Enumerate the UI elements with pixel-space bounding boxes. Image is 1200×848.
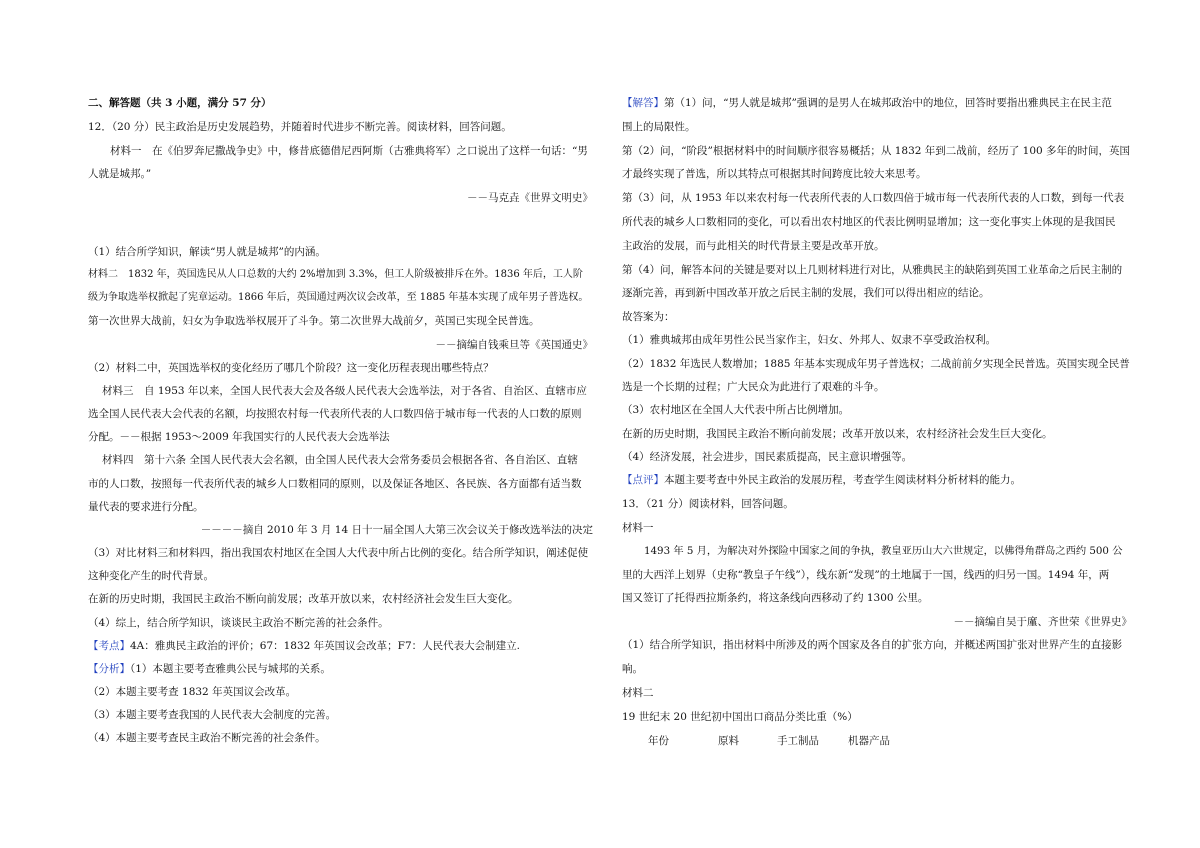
- answer-3-b: 在新的历史时期，我国民主政治不断向前发展；改革开放以来，农村经济社会发生巨大变化。: [622, 428, 1053, 440]
- fenxi-line-4: （4）本题主要考查民主政治不断完善的社会条件。: [88, 732, 326, 744]
- answer-intro: 故答案为：: [622, 311, 675, 323]
- q13-part-1-line-1: （1）结合所学知识，指出材料中所涉及的两个国家及各自的扩张方向，并概述两国扩张对世界产生的直接影: [622, 639, 1123, 651]
- jieda-tag: 【解答】: [622, 97, 664, 109]
- q13-material-1-label: 材料一: [622, 522, 654, 534]
- jieda-row: [622, 96, 1112, 110]
- material-1-line-1: 材料一 在《伯罗奔尼撒战争史》中，修昔底德借尼西阿斯（古雅典将军）之口说出了这样一句话：“男: [110, 145, 588, 157]
- q13-material-1-source: －－摘编自吴于廑、齐世荣《世界史》: [953, 616, 1132, 628]
- q13-material-2-label: 材料二: [622, 687, 654, 699]
- analysis-part-4-line-1: 第（4）问，解答本问的关键是要对以上几则材料进行对比，从雅典民主的缺陷到英国工业革命之后民主制的: [622, 264, 1123, 276]
- analysis-part-3-line-2: 所代表的城乡人口数相同的变化，可以看出农村地区的代表比例明显增加；这一变化事实上体现的是我国民: [622, 216, 1116, 228]
- material-3-line-2: 选全国人民代表大会代表的名额，均按照农村每一代表所代表的人口数四倍于城市每一代表的人口数的原则: [88, 408, 582, 420]
- question-12-part-3-answer: 在新的历史时期，我国民主政治不断向前发展；改革开放以来，农村经济社会发生巨大变化。: [88, 593, 519, 605]
- fenxi-tag: 【分析】: [88, 663, 130, 675]
- question-12-part-1: （1）结合所学知识，解读“男人就是城邦”的内涵。: [88, 246, 326, 258]
- kaodian-text: 4A：雅典民主政治的评价；67：1832 年英国议会改革；F7：人民代表大会制建立.: [130, 640, 520, 652]
- material-2-line-1: 材料二 1832 年，英国选民从人口总数的大约 2%增加到 3.3%，但工人阶级被排斥在外。1836 年后，工人阶: [88, 269, 583, 280]
- material-4-source: －－－－摘自 2010 年 3 月 14 日十一届全国人大第三次会议关于修改选举法的决定: [200, 524, 593, 536]
- material-2-line-3: 第一次世界大战前，妇女为争取选举权展开了斗争。第二次世界大战前夕，英国已实现全民普选。: [88, 315, 540, 327]
- material-4-line-3: 量代表的要求进行分配。: [88, 501, 204, 513]
- analysis-part-2-line-2: 才最终实现了普选，所以其特点可根据其时间跨度比较大来思考。: [622, 168, 927, 180]
- table-header-handmade: 手工制品: [777, 735, 819, 747]
- kaodian-row: [88, 639, 520, 653]
- analysis-part-2-line-1: 第（2）问，“阶段”根据材料中的时间顺序很容易概括；从 1832 年到二战前，经历了 100 多年的时间，英国: [622, 145, 1131, 157]
- answer-1: （1）雅典城邦由成年男性公民当家作主，妇女、外邦人、奴隶不享受政治权利。: [622, 334, 997, 346]
- material-4-line-2: 市的人口数，按照每一代表所代表的城乡人口数相同的原则，以及保证各地区、各民族、各方面都有适当数: [88, 478, 582, 490]
- answer-2-line-2: 选是一个长期的过程；广大民众为此进行了艰难的斗争。: [622, 381, 885, 393]
- table-caption: 19 世纪末 20 世纪初中国出口商品分类比重（%）: [622, 711, 858, 723]
- material-3-line-1: 材料三 自 1953 年以来，全国人民代表大会及各级人民代表大会选举法，对于各省、自治区、直辖市应: [102, 385, 587, 397]
- q13-part-1-line-2: 响。: [622, 663, 643, 675]
- question-12-part-3-line-1: （3）对比材料三和材料四，指出我国农村地区在全国人大代表中所占比例的变化。结合所学知识，阐述促使: [88, 547, 589, 559]
- kaodian-tag: 【考点】: [88, 640, 130, 652]
- material-2-source: －－摘编自钱乘旦等《英国通史》: [435, 339, 593, 351]
- table-header-machine: 机器产品: [848, 735, 890, 747]
- answer-4: （4）经济发展，社会进步，国民素质提高，民主意识增强等。: [622, 451, 913, 463]
- fenxi-row: [88, 662, 331, 676]
- material-1-source: －－马克垚《世界文明史》: [467, 192, 593, 204]
- q13-material-1-line-1: 1493 年 5 月，为解决对外探险中国家之间的争执，教皇亚历山大六世规定，以佛得角群岛之西约 500 公: [644, 545, 1123, 557]
- question-13-header: 13．（21 分）阅读材料，回答问题。: [622, 498, 794, 510]
- material-3-line-3: 分配。－－根据 1953～2009 年我国实行的人民代表大会选举法: [88, 431, 390, 443]
- section-heading: 二、解答题（共 3 小题，满分 57 分）: [88, 97, 272, 109]
- dianping-tag: 【点评】: [622, 474, 664, 486]
- material-1-line-2: 人就是城邦。”: [88, 168, 152, 180]
- analysis-part-3-line-1: 第（3）问，从 1953 年以来农村每一代表所代表的人口数四倍于城市每一代表所代表的人口数，到每一代表: [622, 192, 1125, 204]
- analysis-part-4-line-2: 逐渐完善，再到新中国改革开放之后民主制的发展，我们可以得出相应的结论。: [622, 287, 990, 299]
- material-2-line-2: 级为争取选举权掀起了宪章运动。1866 年后，英国通过两次议会改革，至 1885 年基本实现了成年男子普选权。: [88, 292, 589, 303]
- q13-material-1-line-3: 国又签订了托得西拉斯条约，将这条线向西移动了约 1300 公里。: [622, 592, 929, 604]
- fenxi-line-2: （2）本题主要考查 1832 年英国议会改革。: [88, 686, 297, 698]
- question-12-part-4: （4）综上，结合所学知识，谈谈民主政治不断完善的社会条件。: [88, 617, 389, 629]
- q13-material-1-line-2: 里的大西洋上划界（史称“教皇子午线”），线东新“发现”的土地属于一国，线西的归另一国。1494 年，两: [622, 569, 1110, 581]
- jieda-line-2: 围上的局限性。: [622, 121, 696, 133]
- answer-2-line-1: （2）1832 年选民人数增加；1885 年基本实现成年男子普选权；二战前前夕实现全民普选。英国实现全民普: [622, 358, 1130, 370]
- question-12-part-2: （2）材料二中，英国选举权的变化经历了哪几个阶段？这一变化历程表现出哪些特点？: [88, 362, 494, 374]
- fenxi-text: （1）本题主要考查雅典公民与城邦的关系。: [130, 663, 331, 675]
- dianping-row: [622, 473, 1021, 487]
- material-4-line-1: 材料四 第十六条 全国人民代表大会名额，由全国人民代表大会常务委员会根据各省、各自治区、直辖: [102, 454, 578, 466]
- answer-3: （3）农村地区在全国人大代表中所占比例增加。: [622, 404, 850, 416]
- analysis-part-3-line-3: 主政治的发展，而与此相关的时代背景主要是改革开放。: [622, 240, 885, 252]
- dianping-text: 本题主要考查中外民主政治的发展历程，考查学生阅读材料分析材料的能力。: [664, 474, 1021, 486]
- table-header-raw: 原料: [718, 735, 739, 747]
- jieda-line-1: 第（1）问，“男人就是城邦”强调的是男人在城邦政治中的地位，回答时要指出雅典民主在民主范: [664, 97, 1112, 109]
- fenxi-line-3: （3）本题主要考查我国的人民代表大会制度的完善。: [88, 709, 337, 721]
- question-12-part-3-line-2: 这种变化产生的时代背景。: [88, 570, 214, 582]
- question-12-header: 12．（20 分）民主政治是历史发展趋势，并随着时代进步不断完善。阅读材料，回答问题。: [88, 121, 512, 133]
- table-header-year: 年份: [648, 735, 669, 747]
